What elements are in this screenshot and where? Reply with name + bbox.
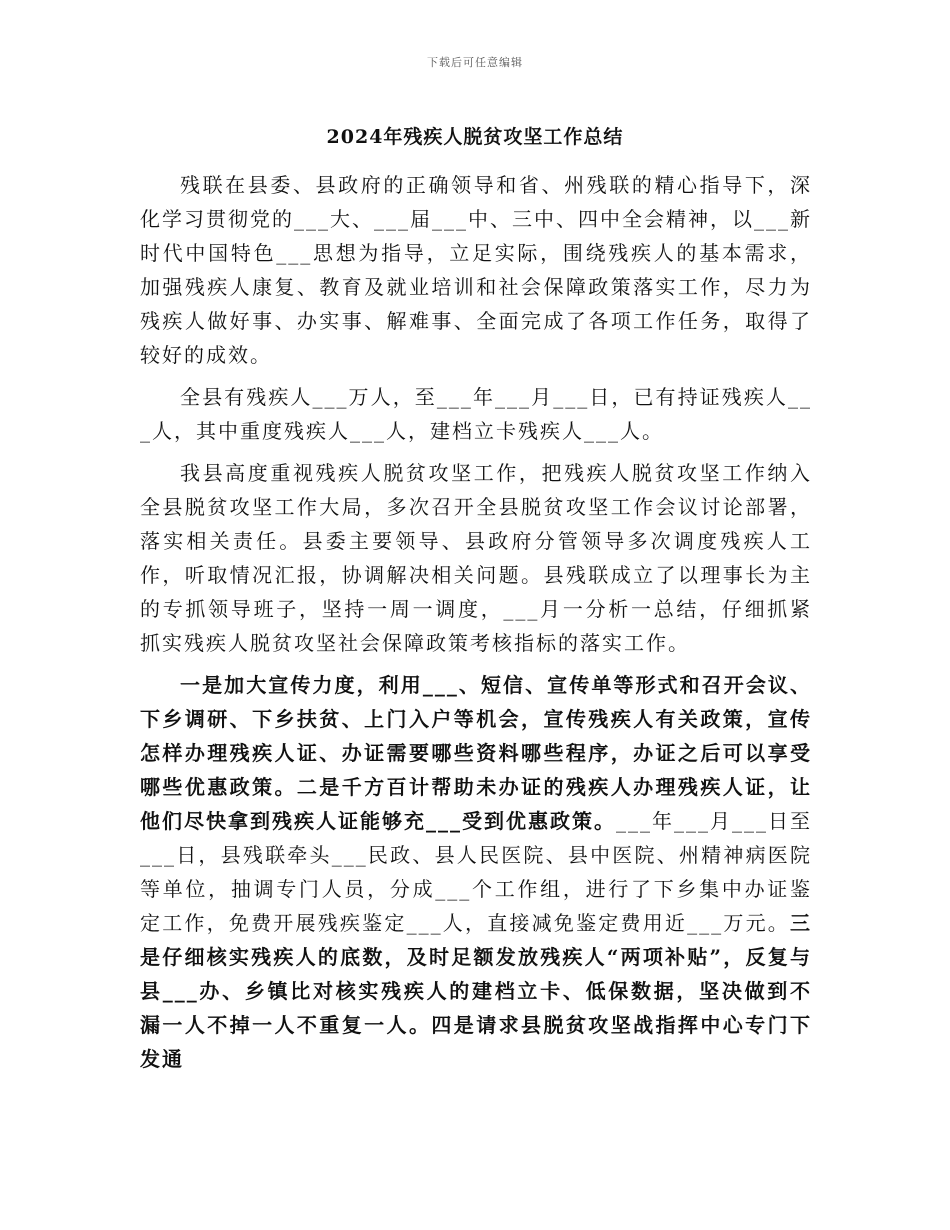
measures-bold-part-1: 一是加大宣传力度，利用___、短信、宣传单等形式和召开会议、下乡调研、下乡扶贫、上门入户等机会，宣传残疾人有关政策，宣传怎样办理残疾人证、办证需要哪些资料哪些程序，办证之后可以享受哪些优惠政策。二是千方百计帮助未办证的残疾人办理残疾人证，让他们尽快拿到残疾人证能够充___受到优惠政策。 [140, 673, 812, 833]
header-note: 下载后可任意编辑 [427, 56, 523, 69]
paragraph-intro: 残联在县委、县政府的正确领导和省、州残联的精心指导下，深化学习贯彻党的___大、___届___中、三中、四中全会精神，以___新时代中国特色___思想为指导，立足实际，围绕残疾人的基本需求，加强残疾人康复、教育及就业培训和社会保障政策落实工作，尽力为残疾人做好事、办实事、解难事、全面完成了各项工作任务，取得了较好的成效。 [140, 173, 812, 367]
paragraph-leadership: 我县高度重视残疾人脱贫攻坚工作，把残疾人脱贫攻坚工作纳入全县脱贫攻坚工作大局，多次召开全县脱贫攻坚工作会议讨论部署，落实相关责任。县委主要领导、县政府分管领导多次调度残疾人工作，听取情况汇报，协调解决相关问题。县残联成立了以理事长为主的专抓领导班子，坚持一周一调度，___月一分析一总结，仔细抓紧抓实残疾人脱贫攻坚社会保障政策考核指标的落实工作。 [140, 461, 812, 655]
measures-bold-part-2: 三是仔细核实残疾人的底数，及时足额发放残疾人“两项补贴”，反复与县___办、乡镇比对核实残疾人的建档立卡、低保数据，坚决做到不漏一人不掉一人不重复一人。四是请求县脱贫攻坚战指挥中心专门下发通 [140, 911, 812, 1071]
document-title: 2024年残疾人脱贫攻坚工作总结 [326, 126, 624, 148]
measures-normal-part: ___年___月___日至___日，县残联牵头___民政、县人民医院、县中医院、州精神病医院等单位，抽调专门人员，分成___个工作组，进行了下乡集中办证鉴定工作，免费开展残疾鉴定___人，直接减免鉴定费用近___万元。 [140, 809, 812, 935]
paragraph-statistics: 全县有残疾人___万人，至___年___月___日，已有持证残疾人___人，其中重度残疾人___人，建档立卡残疾人___人。 [140, 385, 812, 443]
document-body [140, 168, 812, 1084]
paragraph-measures [140, 668, 812, 1076]
